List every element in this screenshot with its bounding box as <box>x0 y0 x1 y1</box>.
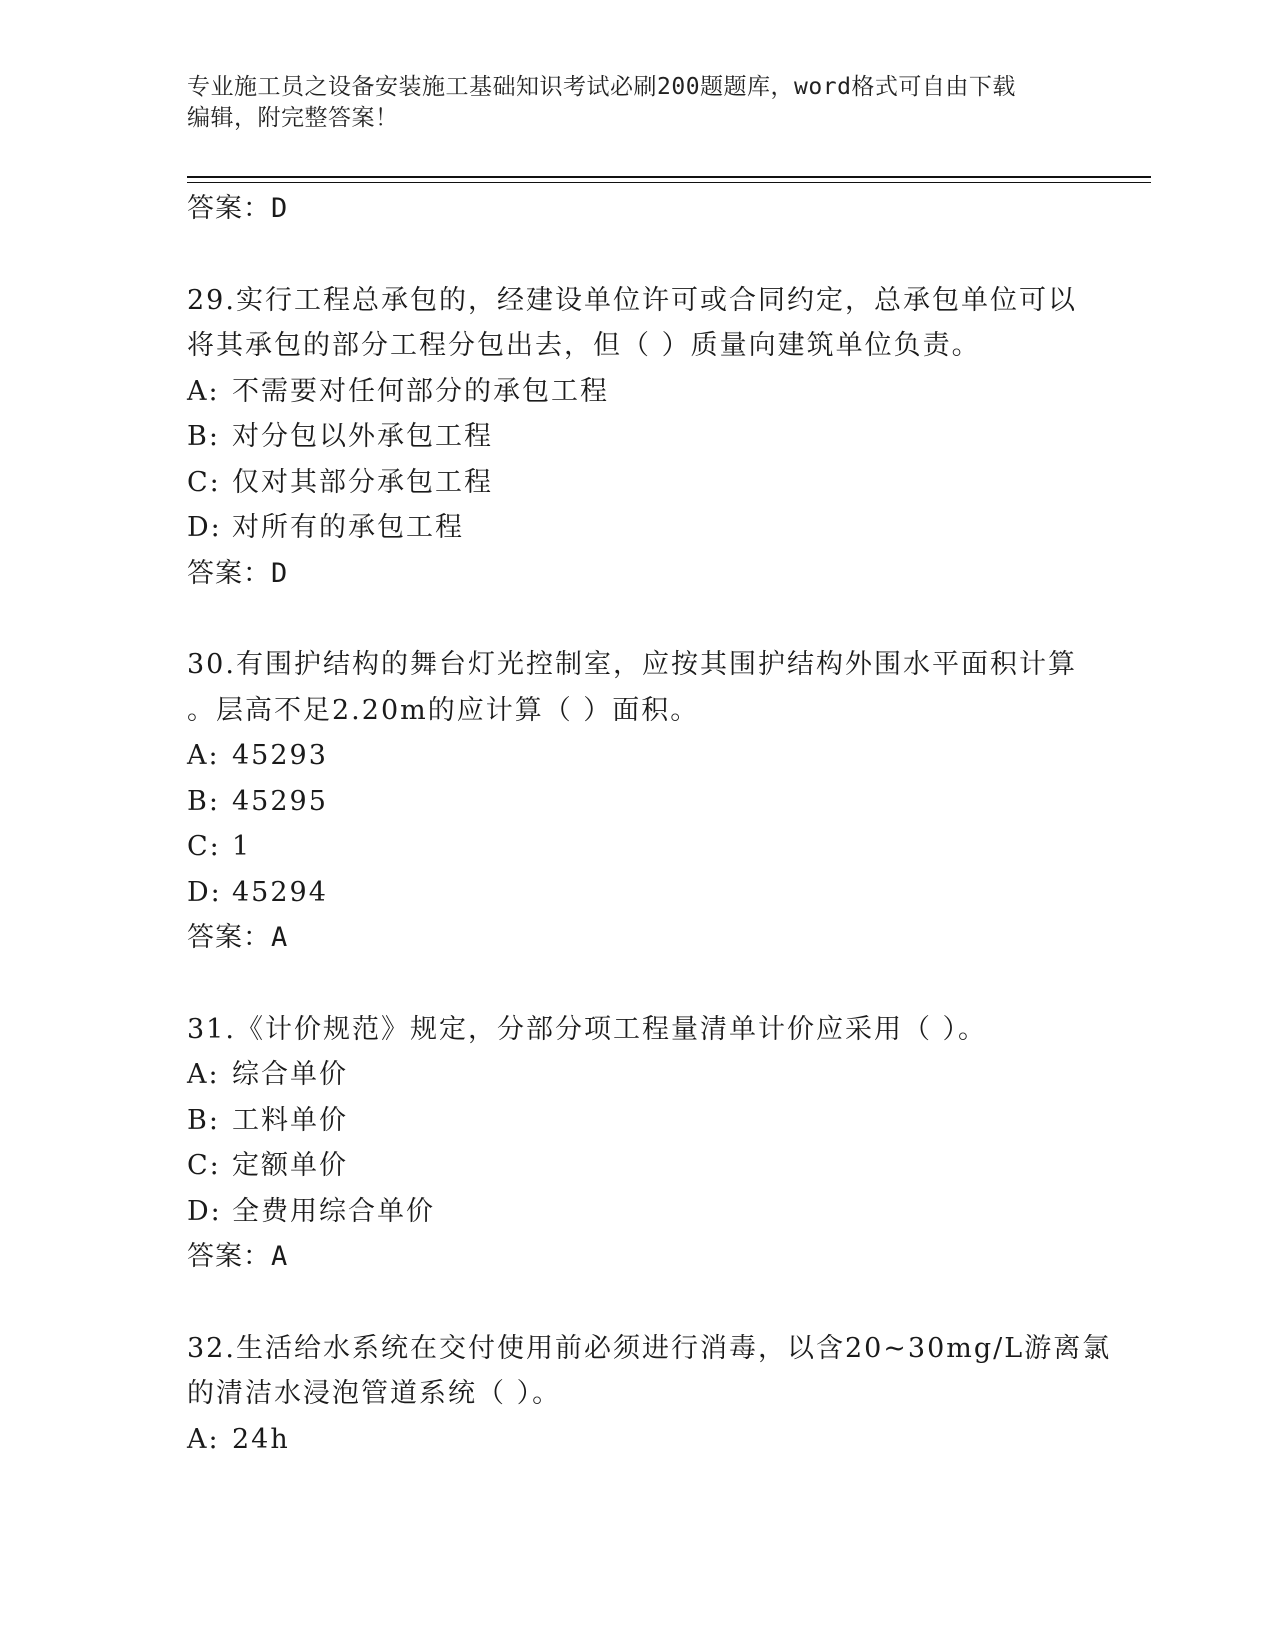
option-b: B: 对分包以外承包工程 <box>187 421 493 452</box>
answer-label: 答案： <box>187 557 271 589</box>
option-c: C: 定额单价 <box>187 1150 348 1181</box>
question-text: 29.实行工程总承包的，经建设单位许可或合同约定，总承包单位可以 <box>187 284 1077 316</box>
option-d: D: 45294 <box>187 876 328 908</box>
header-rule-thin <box>187 182 1151 183</box>
answer-label: 答案： <box>187 1241 271 1272</box>
question-31 <box>187 1007 1087 1280</box>
document-header <box>187 72 1077 134</box>
header-line-2: 编辑，附完整答案！ <box>187 105 399 131</box>
question-30 <box>187 642 1087 961</box>
question-text: 30.有围护结构的舞台灯光控制室，应按其围护结构外围水平面积计算 <box>187 649 1077 680</box>
question-text-continued: 。层高不足2.20m的应计算（ ）面积。 <box>187 694 700 726</box>
answer-value: A <box>271 1241 289 1272</box>
answer-line <box>187 551 1087 597</box>
option-c: C: 1 <box>187 831 252 862</box>
answer-line <box>187 915 1087 961</box>
option-d: D: 对所有的承包工程 <box>187 512 464 543</box>
option-d: D: 全费用综合单价 <box>187 1195 435 1227</box>
question-29 <box>187 278 1087 597</box>
question-number: 29. <box>187 284 236 316</box>
option-a: A: 综合单价 <box>187 1059 348 1090</box>
option-c: C: 仅对其部分承包工程 <box>187 466 493 498</box>
answer-value: D <box>271 193 289 224</box>
question-text-continued: 将其承包的部分工程分包出去，但（ ）质量向建筑单位负责。 <box>187 330 981 361</box>
question-text: 31.《计价规范》规定，分部分项工程量清单计价应采用（ ）。 <box>187 1013 988 1045</box>
header-line-1: 专业施工员之设备安装施工基础知识考试必刷200题题库，word格式可自由下载 <box>187 74 1016 100</box>
option-b: B: 工料单价 <box>187 1104 348 1136</box>
header-rule-thick <box>187 176 1151 178</box>
answer-value: D <box>271 557 289 589</box>
answer-value: A <box>271 922 289 953</box>
question-number: 32. <box>187 1332 236 1364</box>
option-a: A: 不需要对任何部分的承包工程 <box>187 375 609 407</box>
answer-line <box>187 186 1087 232</box>
answer-label: 答案： <box>187 193 271 224</box>
question-list <box>187 186 1112 1462</box>
answer-line <box>187 1234 1087 1280</box>
question-32 <box>187 1326 1112 1463</box>
question-number: 30. <box>187 649 236 680</box>
answer-label: 答案： <box>187 922 271 953</box>
option-a: A: 24h <box>187 1423 290 1455</box>
option-a: A: 45293 <box>187 740 328 771</box>
question-text-continued: 的清洁水浸泡管道系统（ ）。 <box>187 1378 562 1409</box>
question-number: 31. <box>187 1013 236 1045</box>
question-text: 32.生活给水系统在交付使用前必须进行消毒，以含20~30mg/L游离氯 <box>187 1332 1112 1364</box>
option-b: B: 45295 <box>187 785 328 817</box>
